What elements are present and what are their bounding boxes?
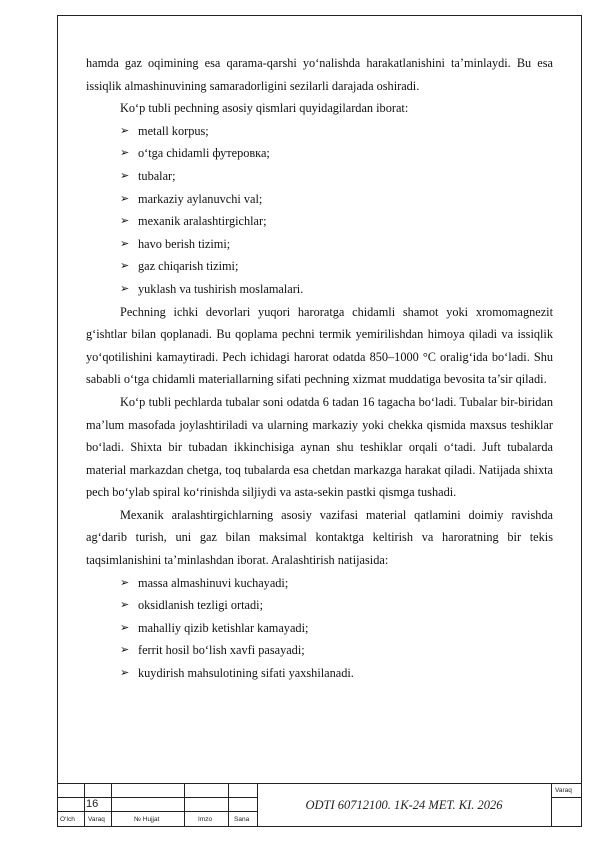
list-item: ➢ yuklash va tushirish moslamalari. <box>120 278 553 301</box>
arrow-bullet-icon: ➢ <box>120 575 130 589</box>
column-label: Varaq <box>88 816 105 823</box>
paragraph-lining: Pechning ichki devorlari yuqori haroratga chidamli shamot yoki xromomagnezit g‘ishtlar bilan qoplanadi. Bu qoplama pechni termik yemirilishdan himoya qiladi va issiqlik yo‘qotilishini kamaytiradi. Pech ichidagi harorat odatda 850–1000 °C oralig‘ida bo‘ladi. Shu sababli o‘tga chidamli materiallarning sifati pechning xizmat muddatiga bevosita ta’sir qiladi. <box>86 304 553 387</box>
column-label: O‘lch <box>60 816 75 823</box>
column-label: № Hujjat <box>134 816 160 823</box>
arrow-bullet-icon: ➢ <box>120 168 130 182</box>
arrow-bullet-icon: ➢ <box>120 281 130 295</box>
sheet-box-line <box>551 797 582 798</box>
arrow-bullet-icon: ➢ <box>120 236 130 250</box>
list-item: ➢ ferrit hosil bo‘lish xavfi pasayadi; <box>120 639 553 662</box>
list-item: ➢ o‘tga chidamli футеровка; <box>120 142 553 165</box>
arrow-bullet-icon: ➢ <box>120 259 130 273</box>
arrow-bullet-icon: ➢ <box>120 214 130 228</box>
title-block-column-line <box>228 783 229 827</box>
column-label: Sana <box>234 816 250 823</box>
list-item: ➢ kuydirish mahsulotining sifati yaxshilanadi. <box>120 662 553 685</box>
list-item: ➢ tubalar; <box>120 165 553 188</box>
title-block-row-line <box>57 811 257 812</box>
paragraph-parts-heading: Ko‘p tubli pechning asosiy qismlari quyidagilardan iborat: <box>120 101 409 116</box>
list-item: ➢ gaz chiqarish tizimi; <box>120 255 553 278</box>
list-item: ➢ mahalliy qizib ketishlar kamayadi; <box>120 617 553 640</box>
title-block-column-line <box>111 783 112 827</box>
arrow-bullet-icon: ➢ <box>120 146 130 160</box>
document-code: ODTI 60712100. 1K-24 MET. KI. 2026 <box>305 798 503 812</box>
paragraph-rabbling: Mexanik aralashtirgichlarning asosiy vazifasi material qatlamini doimiy ravishda ag‘darib turish, uni gaz bilan maksimal kontaktga keltirish va haroratning bir tekis taqsimlanishini ta’minlashdan iborat. Aralashtirish natijasida: <box>86 507 553 568</box>
sheet-label: Varaq <box>555 787 572 794</box>
list-item: ➢ havo berish tizimi; <box>120 233 553 256</box>
page-number: 16 <box>86 798 99 810</box>
title-block-top-line <box>57 783 582 784</box>
title-block <box>57 783 582 827</box>
document-body <box>86 52 553 685</box>
list-item: ➢ oksidlanish tezligi ortadi; <box>120 594 553 617</box>
arrow-bullet-icon: ➢ <box>120 191 130 205</box>
paragraph-intro: hamda gaz oqimining esa qarama-qarshi yo‘nalishda harakatlanishini ta’minlaydi. Bu esa issiqlik almashinuvining samaradorligini sezilarli darajada oshiradi. <box>86 56 553 93</box>
arrow-bullet-icon: ➢ <box>120 620 130 634</box>
parts-list <box>86 120 553 301</box>
arrow-bullet-icon: ➢ <box>120 643 130 657</box>
list-item: ➢ massa almashinuvi kuchayadi; <box>120 572 553 595</box>
title-block-column-line <box>551 783 552 827</box>
list-item: ➢ mexanik aralashtirgichlar; <box>120 210 553 233</box>
title-block-column-line <box>84 783 85 827</box>
paragraph-hearths: Ko‘p tubli pechlarda tubalar soni odatda 6 tadan 16 tagacha bo‘ladi. Tubalar bir-biridan ma’lum masofada joylashtiriladi va ularning markaziy yoki chekka qismida maxsus teshiklar bo‘ladi. Shixta bir tubadan ikkinchisiga aynan shu teshiklar orqali o‘tadi. Juft tubalarda material markazdan chetga, toq tubalarda esa chetdan markazga harakat qiladi. Natijada shixta pech bo‘ylab spiral ko‘rinishda siljiydi va asta-sekin pastki qismga tushadi. <box>86 394 553 500</box>
title-block-column-line <box>184 783 185 827</box>
arrow-bullet-icon: ➢ <box>120 666 130 680</box>
column-label: Imzo <box>198 816 213 823</box>
list-item: ➢ markaziy aylanuvchi val; <box>120 188 553 211</box>
arrow-bullet-icon: ➢ <box>120 123 130 137</box>
list-item: ➢ metall korpus; <box>120 120 553 143</box>
arrow-bullet-icon: ➢ <box>120 598 130 612</box>
results-list <box>86 572 553 685</box>
